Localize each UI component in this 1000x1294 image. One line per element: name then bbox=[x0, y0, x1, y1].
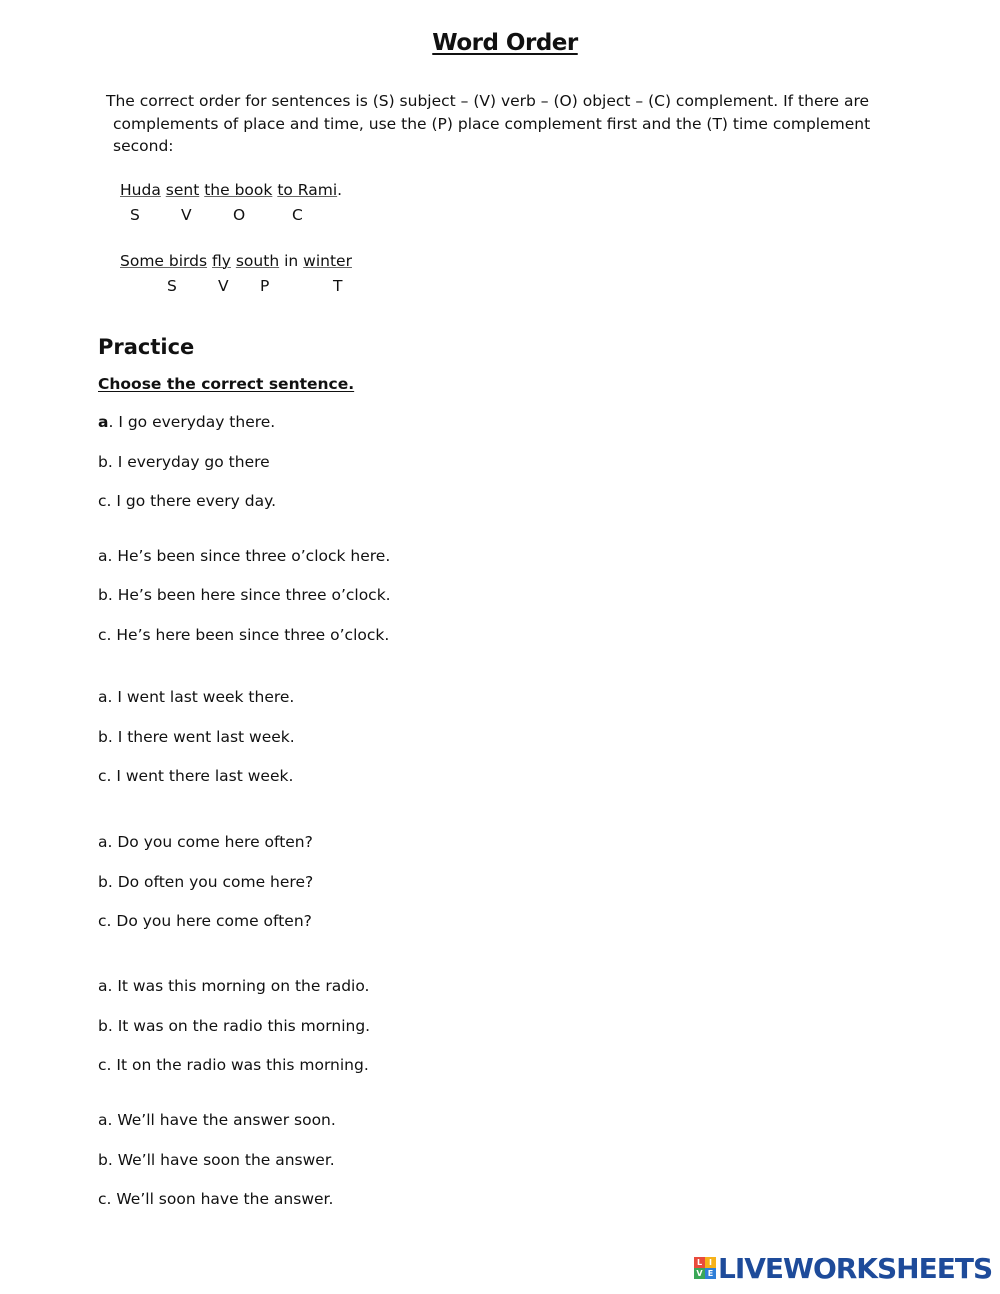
option-q1-c[interactable]: c. I go there every day. bbox=[98, 492, 277, 510]
example-word: south bbox=[235, 252, 280, 270]
example-word: to Rami bbox=[277, 181, 338, 199]
intro-line-1: The correct order for sentences is (S) subject – (V) verb – (O) object – (C) complement. If there are bbox=[106, 92, 870, 110]
option-q4-a[interactable]: a. Do you come here often? bbox=[98, 833, 313, 851]
option-q3-c[interactable]: c. I went there last week. bbox=[98, 767, 294, 785]
example-word: winter bbox=[303, 252, 352, 270]
example-word: in bbox=[284, 252, 299, 270]
intro-line-3: second: bbox=[113, 137, 174, 155]
example-word: fly bbox=[211, 252, 231, 270]
example-punctuation: . bbox=[337, 181, 343, 199]
liveworksheets-logo-icon bbox=[694, 1257, 716, 1279]
option-q6-c[interactable]: c. We’ll soon have the answer. bbox=[98, 1190, 334, 1208]
option-q1-a[interactable]: a. I go everyday there. bbox=[98, 413, 276, 431]
label-s: S bbox=[130, 206, 140, 224]
option-q2-a[interactable]: a. He’s been since three o’clock here. bbox=[98, 547, 391, 565]
label-o: O bbox=[233, 206, 246, 224]
option-q3-b[interactable]: b. I there went last week. bbox=[98, 728, 295, 746]
option-q4-c[interactable]: c. Do you here come often? bbox=[98, 912, 312, 930]
option-q5-c[interactable]: c. It on the radio was this morning. bbox=[98, 1056, 369, 1074]
option-q2-b[interactable]: b. He’s been here since three o’clock. bbox=[98, 586, 391, 604]
option-q6-b[interactable]: b. We’ll have soon the answer. bbox=[98, 1151, 335, 1169]
option-q4-b[interactable]: b. Do often you come here? bbox=[98, 873, 314, 891]
example-word: Some birds bbox=[120, 252, 208, 270]
label-s: S bbox=[167, 277, 177, 295]
option-q1-b[interactable]: b. I everyday go there bbox=[98, 453, 270, 471]
logo-icon-tile: E bbox=[705, 1268, 716, 1279]
example-word: the book bbox=[204, 181, 273, 199]
example-word: sent bbox=[165, 181, 200, 199]
label-t: T bbox=[333, 277, 343, 295]
liveworksheets-logo bbox=[694, 1252, 992, 1284]
logo-icon-tile: L bbox=[694, 1257, 705, 1268]
option-q5-a[interactable]: a. It was this morning on the radio. bbox=[98, 977, 370, 995]
page-title: Word Order bbox=[432, 30, 578, 56]
practice-heading: Practice bbox=[98, 335, 195, 359]
label-p: P bbox=[260, 277, 270, 295]
logo-icon-tile: I bbox=[705, 1257, 716, 1268]
label-c: C bbox=[292, 206, 303, 224]
option-q6-a[interactable]: a. We’ll have the answer soon. bbox=[98, 1111, 336, 1129]
intro-paragraph bbox=[106, 90, 906, 158]
instruction: Choose the correct sentence. bbox=[98, 375, 355, 393]
intro-line-2: complements of place and time, use the (P) place complement first and the (T) time complement bbox=[113, 114, 871, 133]
example-sentence-1 bbox=[120, 181, 342, 199]
example-word: Huda bbox=[120, 181, 161, 199]
logo-icon-tile: V bbox=[694, 1268, 705, 1279]
label-v: V bbox=[218, 277, 229, 295]
logo-text: LIVEWORKSHEETS bbox=[718, 1251, 993, 1285]
example-sentence-2 bbox=[120, 252, 352, 270]
label-v: V bbox=[181, 206, 192, 224]
option-q3-a[interactable]: a. I went last week there. bbox=[98, 688, 295, 706]
option-q5-b[interactable]: b. It was on the radio this morning. bbox=[98, 1017, 371, 1035]
option-q2-c[interactable]: c. He’s here been since three o’clock. bbox=[98, 626, 390, 644]
